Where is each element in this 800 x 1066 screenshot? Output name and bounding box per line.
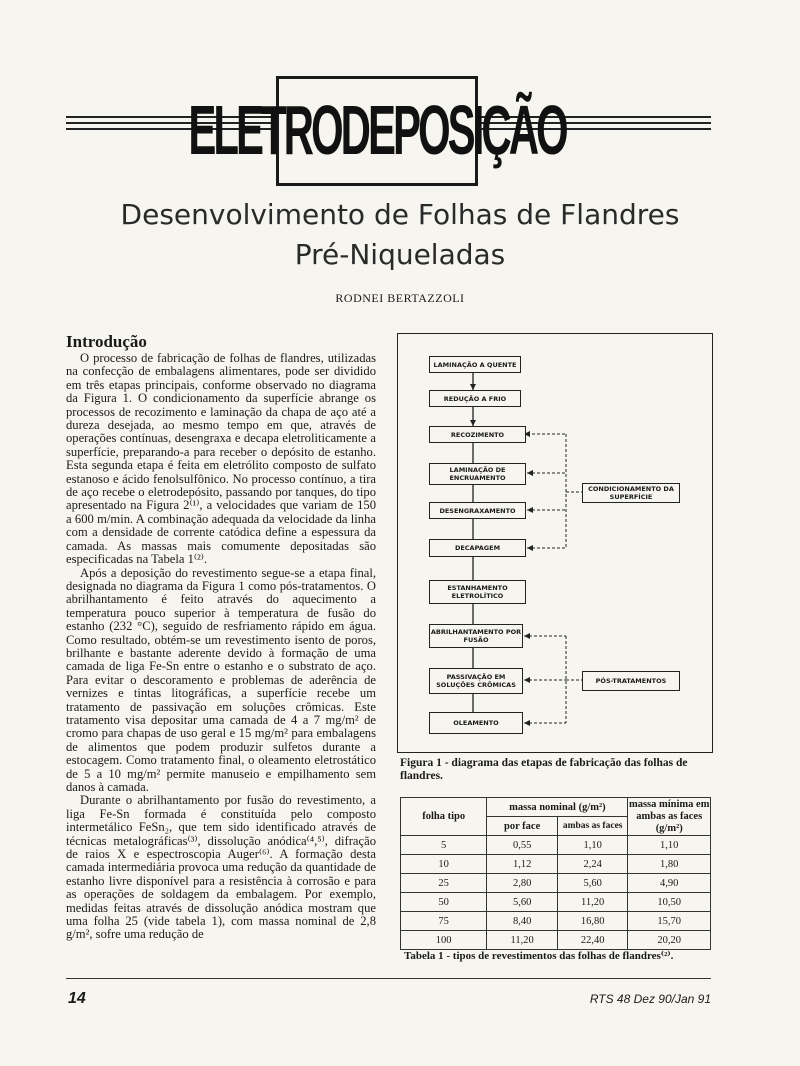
paragraph: O processo de fabricação de folhas de flandres, utilizadas na confecção de embalagens alimentares, pode ser dividido em três etapas principais, conforme observado no diagrama da Figura 1. O condicionamento da superfície abrange os processos de recozimento e laminação da chapa de aço até a dureza desejada, ao mesmo tempo em que, através de operações contínuas, desengraxa e decapa eletroliticamente a superfície, preparando-a para receber o depósito de estanho. Esta segunda etapa é feita em eletrólito composto de sulfato estanoso e ácido fenolsulfônico. No processo contínuo, a tira de aço recebe o eletrodepósito, passando por tanques, do tipo apresentado na Figura 2⁽¹⁾, a velocidades que variam de 150 a 600 m/min. A combinação adequada da velocidade da linha com a densidade de corrente catódica define a espessura da camada. As massas mais comumente depositadas são especificadas na Tabela 1⁽²⁾. bbox=[66, 352, 376, 567]
cell-minima: 15,70 bbox=[628, 912, 711, 931]
cell-por-face: 11,20 bbox=[487, 931, 558, 950]
header-ambas-faces: ambas as faces bbox=[557, 817, 628, 836]
cell-tipo: 10 bbox=[401, 855, 487, 874]
body-text bbox=[66, 352, 376, 964]
paragraph: Após a deposição do revestimento segue-se a etapa final, designada no diagrama da Figura 1 como pós-tratamentos. O abrilhantamento é feito através do aquecimento a temperatura pouco superior à temperatura de fusão do estanho (232 °C), seguido de resfriamento rápido em água. Como resultado, obtém-se um revestimento isento de poros, brilhante e bastante aderente devido à formação de uma camada de liga Fe-Sn entre o estanho e o substrato de aço. Para evitar o descoramento e problemas de aderência de vernizes e tintas litográficas, a superfície recebe um tratamento de passivação em soluções crômicas. Este tratamento visa depositar uma camada de 4 a 7 mg/m² de cromo para chapas de uso geral e 15 mg/m² para embalagens de alimentos que podem produzir sulfetos durante a estocagem. Como tratamento final, o oleamento eletrostático de 5 a 10 mg/m² permite manuseio e empilhamento sem danos à camada. bbox=[66, 565, 376, 794]
cell-minima: 4,90 bbox=[628, 874, 711, 893]
cell-tipo: 50 bbox=[401, 893, 487, 912]
footer-rule bbox=[66, 978, 711, 979]
cell-por-face: 5,60 bbox=[487, 893, 558, 912]
article-title-line1: Desenvolvimento de Folhas de Flandres bbox=[120, 198, 680, 231]
header-massa-minima: massa mínima em ambas as faces (g/m²) bbox=[628, 798, 710, 834]
cell-por-face: 0,55 bbox=[487, 836, 558, 855]
cell-ambas: 1,10 bbox=[557, 836, 628, 855]
section-banner bbox=[188, 76, 566, 186]
flow-step-degreasing: DESENGRAXAMENTO bbox=[429, 502, 526, 519]
table-row bbox=[401, 931, 711, 950]
table-row bbox=[401, 874, 711, 893]
cell-ambas: 11,20 bbox=[557, 893, 628, 912]
cell-minima: 1,10 bbox=[628, 836, 711, 855]
table-row bbox=[401, 893, 711, 912]
cell-tipo: 75 bbox=[401, 912, 487, 931]
cell-por-face: 2,80 bbox=[487, 874, 558, 893]
header-massa-nominal: massa nominal (g/m²) bbox=[487, 798, 628, 817]
figure-caption: Figura 1 - diagrama das etapas de fabricação das folhas de flandres. bbox=[400, 757, 688, 782]
section-heading: Introdução bbox=[66, 332, 147, 351]
table-caption: Tabela 1 - tipos de revestimentos das folhas de flandres⁽²⁾. bbox=[404, 950, 674, 962]
flow-step-temper-rolling: LAMINAÇÃO DE ENCRUAMENTO bbox=[429, 463, 526, 485]
page-number: 14 bbox=[68, 990, 86, 1007]
cell-minima: 10,50 bbox=[628, 893, 711, 912]
author: RODNEI BERTAZZOLI bbox=[335, 291, 465, 305]
cell-minima: 20,20 bbox=[628, 931, 711, 950]
issue-label: RTS 48 Dez 90/Jan 91 bbox=[589, 992, 711, 1006]
table-row bbox=[401, 855, 711, 874]
table-row bbox=[401, 836, 711, 855]
article-title-line2: Pré-Niqueladas bbox=[294, 238, 506, 271]
table-row bbox=[401, 912, 711, 931]
cell-por-face: 8,40 bbox=[487, 912, 558, 931]
flow-step-flow-melting: ABRILHANTAMENTO POR FUSÃO bbox=[429, 624, 523, 648]
paragraph: Durante o abrilhantamento por fusão do revestimento, a liga Fe-Sn formada é constituída pelo composto intermetálico FeSn₂, que tem sido identificado através de técnicas metalográficas⁽³⁾, dissolução anódica⁽⁴,⁵⁾, difração de raios X e espectroscopia Auger⁽⁶⁾. A formação desta camada intermediária provoca uma redução da quantidade de estanho livre disponível para a resistência à corrosão e para as operações de soldagem da embalagem. Por exemplo, medidas feitas através de dissolução anódica mostram que uma folha 25 (vide tabela 1), com massa nominal de 2,8 g/m², sofre uma redução de bbox=[66, 793, 376, 942]
group-surface-conditioning: CONDICIONAMENTO DA SUPERFÍCIE bbox=[582, 483, 680, 503]
group-post-treatments: PÓS-TRATAMENTOS bbox=[582, 671, 680, 691]
flow-step-electrolytic-tinning: ESTANHAMENTO ELETROLÍTICO bbox=[429, 580, 526, 604]
figure-1 bbox=[397, 333, 713, 753]
section-title: ELETRODEPOSIÇÃO bbox=[188, 91, 566, 169]
cell-ambas: 2,24 bbox=[557, 855, 628, 874]
header-por-face: por face bbox=[487, 817, 558, 836]
cell-por-face: 1,12 bbox=[487, 855, 558, 874]
flow-step-pickling: DECAPAGEM bbox=[429, 539, 526, 557]
cell-tipo: 5 bbox=[401, 836, 487, 855]
cell-tipo: 25 bbox=[401, 874, 487, 893]
cell-ambas: 5,60 bbox=[557, 874, 628, 893]
flow-step-hot-rolling: LAMINAÇÃO A QUENTE bbox=[429, 356, 521, 373]
coating-table bbox=[400, 797, 711, 950]
cell-ambas: 22,40 bbox=[557, 931, 628, 950]
flow-step-annealing: RECOZIMENTO bbox=[429, 426, 526, 443]
cell-ambas: 16,80 bbox=[557, 912, 628, 931]
cell-tipo: 100 bbox=[401, 931, 487, 950]
flow-step-oiling: OLEAMENTO bbox=[429, 712, 523, 734]
flow-step-chromic-passivation: PASSIVAÇÃO EM SOLUÇÕES CRÔMICAS bbox=[429, 668, 523, 694]
flow-step-cold-reduction: REDUÇÃO A FRIO bbox=[429, 390, 521, 407]
cell-minima: 1,80 bbox=[628, 855, 711, 874]
table-1 bbox=[400, 797, 711, 950]
header-folha-tipo: folha tipo bbox=[401, 798, 487, 836]
